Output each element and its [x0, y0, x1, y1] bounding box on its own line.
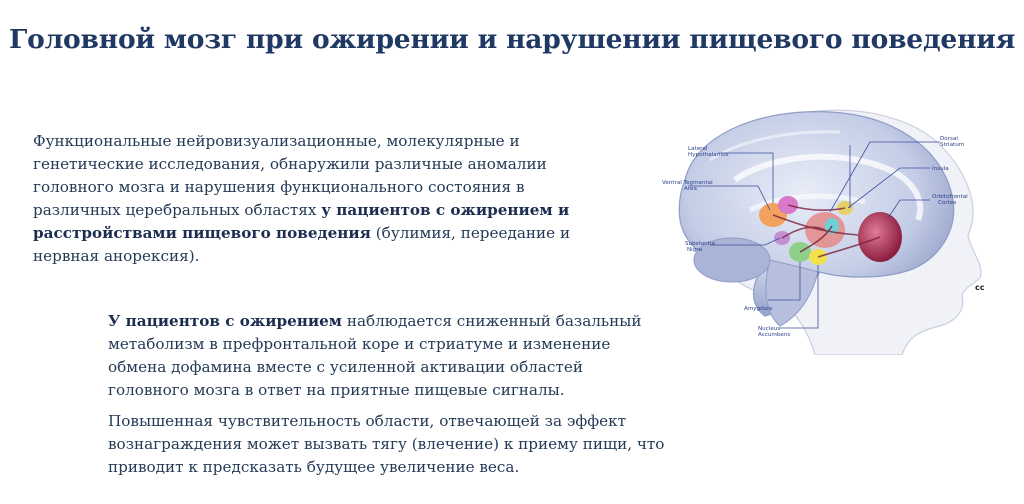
intro-text-end: (булимия, переедание и нервная анорексия).: [33, 224, 571, 265]
label-ventral-tegmental-area: Ventral Tegmental Area: [662, 180, 713, 192]
brain-diagram: [640, 100, 1020, 355]
obesity-paragraph: [108, 310, 663, 402]
label-orbitofrontal-cortex: Orbitofrontal Cortex: [932, 194, 968, 206]
intro-emphasis: у пациентов с ожирением и расстройствами пищевого поведения: [33, 201, 570, 242]
intro-paragraph: [33, 130, 593, 268]
intro-text: Функциональные нейровизуализационные, молекулярные и генетические исследования, обнаружили различные аномалии головного мозга и нарушения функционального состояния в различных церебральных областях: [33, 132, 547, 219]
label-amygdala: Amygdala: [744, 306, 773, 312]
label-lateral-hypothalamus: Lateral Hypothalamus: [688, 146, 729, 158]
label-substantia-nigra: Substantia Nigra: [685, 241, 715, 253]
label-insula: Insula: [932, 166, 949, 172]
obesity-text: наблюдается сниженный базальный метаболизм в префронтальной коре и стриатуме и изменение обмена дофамина вместе с усиленной активации областей головного мозга в ответ на приятные пищевые сигналы.: [108, 312, 642, 399]
label-dorsal-striatum: Dorsal Striatum: [940, 136, 965, 148]
label-nucleus-accumbens: Nucleus Accumbens: [758, 326, 791, 338]
corner-mark: cc: [975, 283, 985, 292]
page-title: Головной мозг при ожирении и нарушении пищевого поведения: [9, 24, 1016, 55]
reward-paragraph: Повышенная чувствительность области, отвечающей за эффект вознаграждения может вызвать тягу (влечение) к приему пищи, что приводит к предсказать будущее увеличение веса.: [108, 412, 665, 476]
obesity-emphasis: У пациентов с ожирением: [108, 312, 342, 330]
